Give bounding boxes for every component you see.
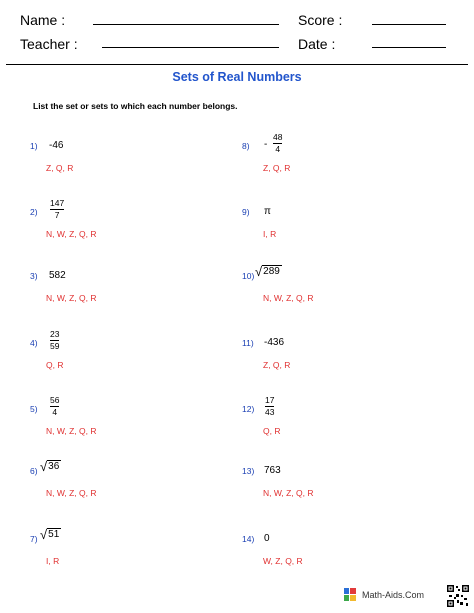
problem-number: 11) [242,338,254,348]
name-field-line[interactable] [93,24,279,25]
problem-answer: Z, Q, R [263,360,291,370]
problem-number: 2) [30,207,38,217]
score-label: Score : [298,12,343,28]
problem-value: -436 [264,337,285,348]
fraction-numerator: 23 [50,329,60,339]
score-field-line[interactable] [372,24,446,25]
radical-sign-icon: √ [40,459,48,474]
problem-fraction [265,396,274,417]
fraction-denominator: 59 [50,341,60,351]
problem-answer: N, W, Z, Q, R [46,293,97,303]
header-divider [6,64,468,65]
problem-answer: Z, Q, R [46,163,74,173]
radical-sign-icon: √ [255,264,263,279]
problem-answer: Z, Q, R [263,163,291,173]
problem-radical [40,528,61,541]
problem-number: 4) [30,338,38,348]
problem-answer: I, R [46,556,60,566]
problem-answer: N, W, Z, Q, R [46,426,97,436]
footer-brand: Math-Aids.Com [362,590,425,600]
problem-value: 0 [264,533,270,544]
teacher-label: Teacher : [20,36,78,52]
problem-value: π [264,206,271,217]
problem-value: 582 [49,270,66,281]
fraction-denominator: 4 [52,407,58,417]
fraction-denominator: 43 [265,407,275,417]
problem-fraction [50,199,64,220]
problem-value: -46 [49,140,64,151]
problem-answer: N, W, Z, Q, R [263,293,314,303]
fraction-numerator: 48 [273,132,283,142]
problem-value: 763 [264,465,281,476]
problem-answer: Q, R [263,426,281,436]
problem-number: 1) [30,141,38,151]
problem-answer: I, R [263,229,277,239]
problem-fraction [50,396,59,417]
problem-number: 8) [242,141,250,151]
teacher-field-line[interactable] [102,47,279,48]
fraction-denominator: 4 [275,144,281,154]
problem-number: 12) [242,404,255,414]
problem-radical [255,265,282,278]
date-field-line[interactable] [372,47,446,48]
problem-answer: N, W, Z, Q, R [46,229,97,239]
radicand: 289 [263,266,280,277]
radicand: 36 [48,461,60,472]
radicand: 51 [48,529,60,540]
fraction-denominator: 7 [54,210,60,220]
problem-answer: Q, R [46,360,64,370]
problem-number: 3) [30,271,38,281]
negative-sign: - [264,139,268,150]
problem-number: 5) [30,404,38,414]
problem-fraction [50,330,59,351]
fraction-numerator: 147 [50,198,65,208]
problem-number: 10) [242,271,255,281]
problem-number: 13) [242,466,255,476]
problem-answer: N, W, Z, Q, R [46,488,97,498]
problem-number: 7) [30,534,38,544]
date-label: Date : [298,36,336,52]
problem-number: 6) [30,466,38,476]
problem-answer: W, Z, Q, R [263,556,303,566]
problem-radical [40,460,61,473]
problem-answer: N, W, Z, Q, R [263,488,314,498]
problem-fraction [273,133,282,154]
problem-number: 14) [242,534,255,544]
qr-code-icon [446,584,470,608]
worksheet-title: Sets of Real Numbers [172,70,302,84]
name-label: Name : [20,12,66,28]
instructions: List the set or sets to which each number belongs. [33,101,238,111]
math-aids-logo-icon [344,588,356,601]
problem-number: 9) [242,207,250,217]
fraction-numerator: 17 [265,395,275,405]
radical-sign-icon: √ [40,527,48,542]
fraction-numerator: 56 [50,395,60,405]
